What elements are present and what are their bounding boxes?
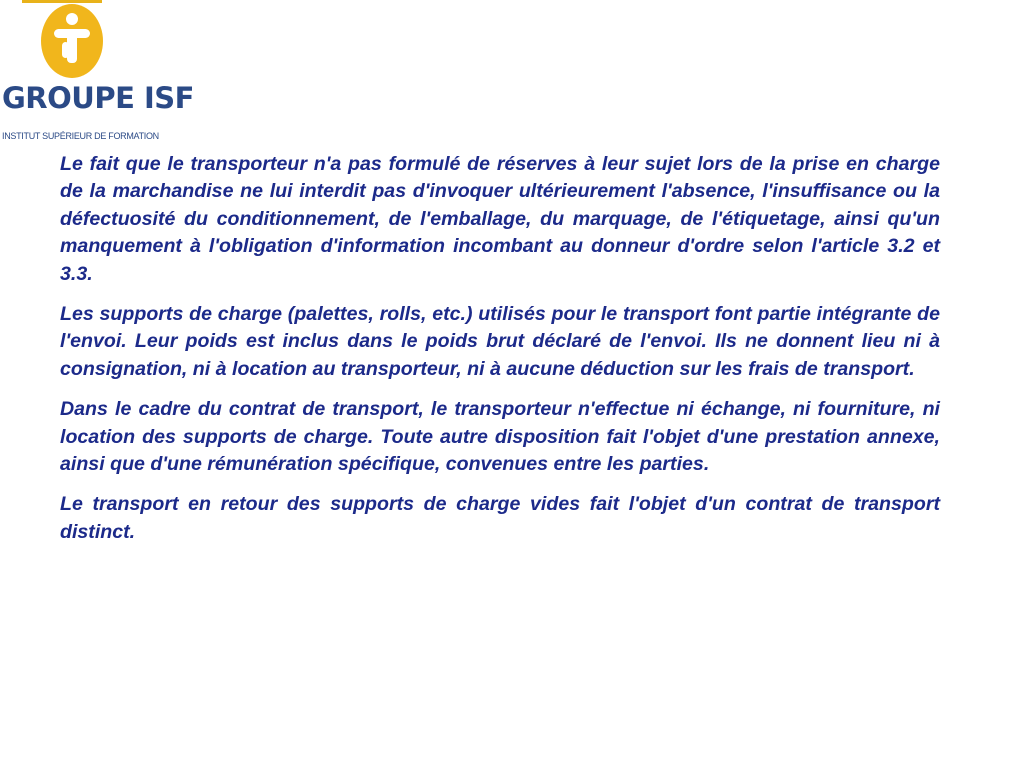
logo-subtitle: INSTITUT SUPÉRIEUR DE FORMATION <box>2 131 159 141</box>
body-text <box>60 151 940 559</box>
logo-person-icon <box>40 2 104 78</box>
logo-name: GROUPE ISF <box>2 81 194 115</box>
paragraph-1: Le fait que le transporteur n'a pas formulé de réserves à leur sujet lors de la prise en charge de la marchandise ne lui interdit pas d'invoquer ultérieurement l'absence, l'insuffisance ou la défectuosité du conditionnement, de l'emballage, du marquage, de l'étiquetage, ainsi qu'un manquement à l'obligation d'information incombant au donneur d'ordre selon l'article 3.2 et 3.3. <box>60 153 940 285</box>
groupe-isf-logo <box>0 0 194 148</box>
paragraph-4: Le transport en retour des supports de charge vides fait l'objet d'un contrat de transport distinct. <box>60 493 940 543</box>
paragraph-3: Dans le cadre du contrat de transport, le transporteur n'effectue ni échange, ni fourniture, ni location des supports de charge. Toute autre disposition fait l'objet d'une prestation annexe, ainsi que d'une rémunération spécifique, convenues entre les parties. <box>60 398 940 476</box>
paragraph-2: Les supports de charge (palettes, rolls, etc.) utilisés pour le transport font partie intégrante de l'envoi. Leur poids est inclus dans le poids brut déclaré de l'envoi. Ils ne donnent lieu ni à consignation, ni à location au transporteur, ni à aucune déduction sur les frais de transport. <box>60 303 940 380</box>
